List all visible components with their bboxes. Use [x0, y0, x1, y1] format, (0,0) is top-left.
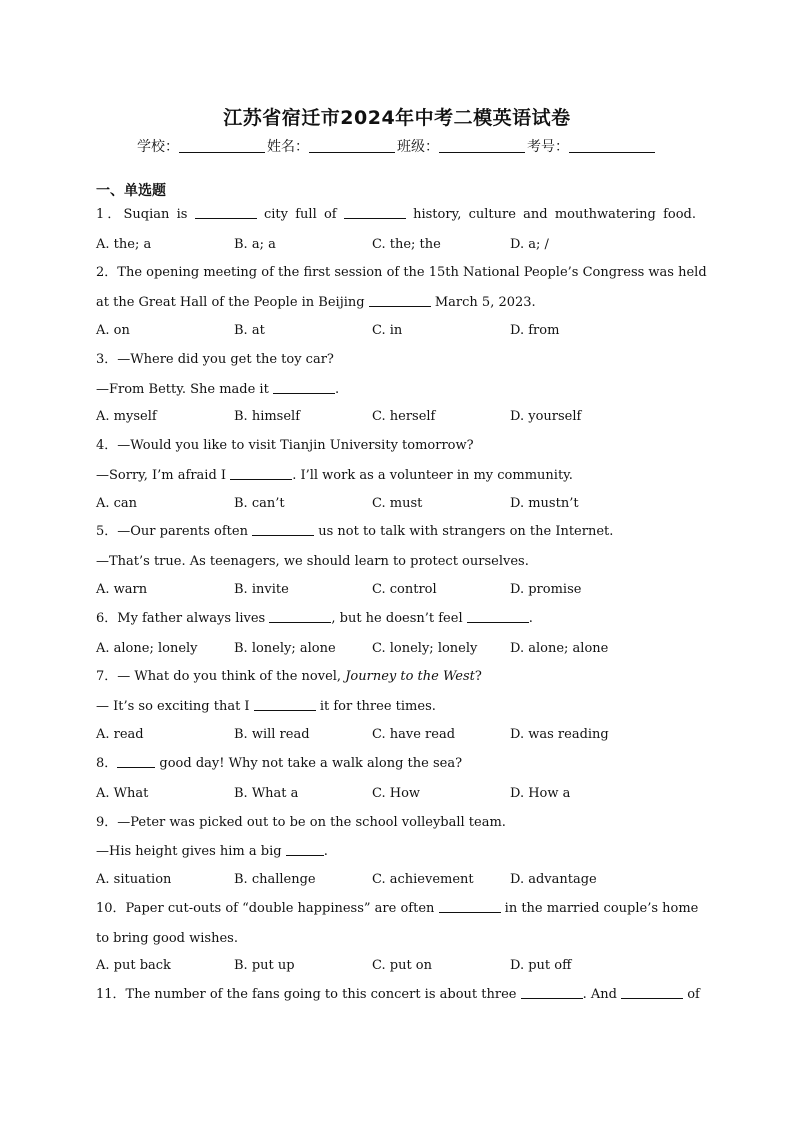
question-text: March 5, 2023. — [430, 295, 536, 310]
question-text: —His height gives him a big — [96, 844, 286, 859]
option-c[interactable]: C. have read — [372, 727, 456, 742]
option-d[interactable]: D. from — [510, 323, 560, 338]
question-9-line: 9．—Peter was picked out to be on the school volleyball team. — [96, 815, 506, 830]
question-text: . — [323, 844, 328, 859]
question-text: 8． — [96, 756, 118, 771]
question-text: 7．— What do you think of the novel, — [96, 669, 346, 684]
question-4-line-2 — [96, 467, 696, 485]
answer-blank — [521, 986, 583, 999]
option-b[interactable]: B. put up — [234, 958, 295, 973]
question-3-line: 3．—Where did you get the toy car? — [96, 352, 334, 367]
question-text: it for three times. — [315, 699, 436, 714]
option-d[interactable]: D. put off — [510, 958, 572, 973]
question-6-line — [96, 610, 696, 628]
question-5-line-2: —That’s true. As teenagers, we should learn to protect ourselves. — [96, 554, 529, 569]
answer-blank — [273, 381, 335, 394]
option-b[interactable]: B. invite — [234, 582, 289, 597]
question-11-line — [96, 986, 700, 1004]
option-b[interactable]: B. a; a — [234, 237, 276, 252]
question-text: at the Great Hall of the People in Beijing — [96, 295, 369, 310]
name-blank[interactable] — [309, 138, 395, 153]
option-c[interactable]: C. lonely; lonely — [372, 641, 478, 656]
question-10-line-2: to bring good wishes. — [96, 931, 238, 946]
question-7-line — [96, 668, 696, 686]
option-c[interactable]: C. achievement — [372, 872, 474, 887]
question-text: , but he doesn’t feel — [331, 611, 467, 626]
option-b[interactable]: B. himself — [234, 409, 301, 424]
question-7-line-2 — [96, 698, 696, 716]
option-a[interactable]: A. myself — [96, 409, 157, 424]
school-label: 学校： — [137, 139, 179, 155]
question-4-line: 4．—Would you like to visit Tianjin University tomorrow? — [96, 438, 474, 453]
question-2-line-2 — [96, 294, 696, 312]
class-blank[interactable] — [439, 138, 525, 153]
option-c[interactable]: C. How — [372, 786, 421, 801]
answer-blank — [254, 698, 316, 711]
question-9-line-2 — [96, 843, 696, 861]
exam-title: 江苏省宿迁市2024年中考二模英语试卷 — [223, 107, 571, 129]
option-c[interactable]: C. herself — [372, 409, 436, 424]
question-text: . And — [582, 987, 622, 1002]
option-c[interactable]: C. must — [372, 496, 423, 511]
answer-blank — [252, 523, 314, 536]
answer-blank — [195, 206, 257, 219]
option-a[interactable]: A. alone; lonely — [96, 641, 198, 656]
option-b[interactable]: B. What a — [234, 786, 299, 801]
question-5-line — [96, 523, 696, 541]
option-d[interactable]: D. advantage — [510, 872, 597, 887]
question-text: 10．Paper cut-outs of “double happiness” are often — [96, 901, 439, 916]
class-label: 班级： — [397, 139, 439, 155]
option-b[interactable]: B. will read — [234, 727, 310, 742]
option-c[interactable]: C. the; the — [372, 237, 441, 252]
question-text: us not to talk with strangers on the Internet. — [314, 524, 614, 539]
question-text: 5．—Our parents often — [96, 524, 253, 539]
answer-blank — [439, 900, 501, 913]
question-3-line-2 — [96, 381, 696, 399]
option-a[interactable]: A. warn — [96, 582, 148, 597]
question-text: —From Betty. She made it — [96, 382, 273, 397]
question-text: . — [528, 611, 533, 626]
question-10-line — [96, 900, 699, 918]
option-d[interactable]: D. mustn’t — [510, 496, 579, 511]
question-text: 6．My father always lives — [96, 611, 270, 626]
question-1-line — [96, 206, 696, 224]
option-a[interactable]: A. can — [96, 496, 138, 511]
number-label: 考号： — [527, 139, 569, 155]
answer-blank — [269, 610, 331, 623]
section-heading: 一、单选题 — [96, 183, 166, 199]
answer-blank — [286, 843, 324, 856]
number-blank[interactable] — [569, 138, 655, 153]
option-d[interactable]: D. promise — [510, 582, 582, 597]
answer-blank — [230, 467, 292, 480]
student-info-row — [0, 136, 794, 156]
option-d[interactable]: D. alone; alone — [510, 641, 609, 656]
option-a[interactable]: A. put back — [96, 958, 171, 973]
question-text: of — [683, 987, 700, 1002]
question-2-line: 2．The opening meeting of the first session of the 15th National People’s Congress was held — [96, 265, 707, 280]
option-d[interactable]: D. How a — [510, 786, 571, 801]
answer-blank — [467, 610, 529, 623]
question-text: . — [334, 382, 340, 397]
option-d[interactable]: D. a; / — [510, 237, 549, 252]
school-blank[interactable] — [179, 138, 265, 153]
option-a[interactable]: A. the; a — [96, 237, 152, 252]
option-a[interactable]: A. situation — [96, 872, 172, 887]
option-d[interactable]: D. yourself — [510, 409, 582, 424]
option-a[interactable]: A. read — [96, 727, 144, 742]
option-a[interactable]: A. What — [96, 786, 149, 801]
question-text: city full of — [256, 207, 344, 222]
answer-blank — [621, 986, 683, 999]
option-c[interactable]: C. put on — [372, 958, 432, 973]
question-text: 1．Suqian is — [96, 207, 195, 222]
answer-blank — [369, 294, 431, 307]
option-d[interactable]: D. was reading — [510, 727, 609, 742]
question-text: in the married couple’s home — [500, 901, 699, 916]
answer-blank — [344, 206, 406, 219]
question-text: . I’ll work as a volunteer in my community. — [292, 468, 573, 483]
option-b[interactable]: B. can’t — [234, 496, 285, 511]
question-text: ? — [474, 669, 482, 684]
option-c[interactable]: C. control — [372, 582, 437, 597]
option-a[interactable]: A. on — [96, 323, 130, 338]
option-b[interactable]: B. at — [234, 323, 265, 338]
question-text: 11．The number of the fans going to this concert is about three — [96, 987, 521, 1002]
question-text: —Sorry, I’m afraid I — [96, 468, 231, 483]
question-text: good day! Why not take a walk along the sea? — [155, 756, 463, 771]
option-b[interactable]: B. lonely; alone — [234, 641, 336, 656]
novel-title: Journey to the West — [345, 669, 475, 684]
answer-blank — [117, 755, 155, 768]
option-c[interactable]: C. in — [372, 323, 403, 338]
question-text: — It’s so exciting that I — [96, 699, 254, 714]
question-text: history, culture and mouthwatering food. — [405, 207, 696, 222]
question-8-line — [96, 755, 696, 773]
option-b[interactable]: B. challenge — [234, 872, 316, 887]
name-label: 姓名： — [267, 139, 309, 155]
